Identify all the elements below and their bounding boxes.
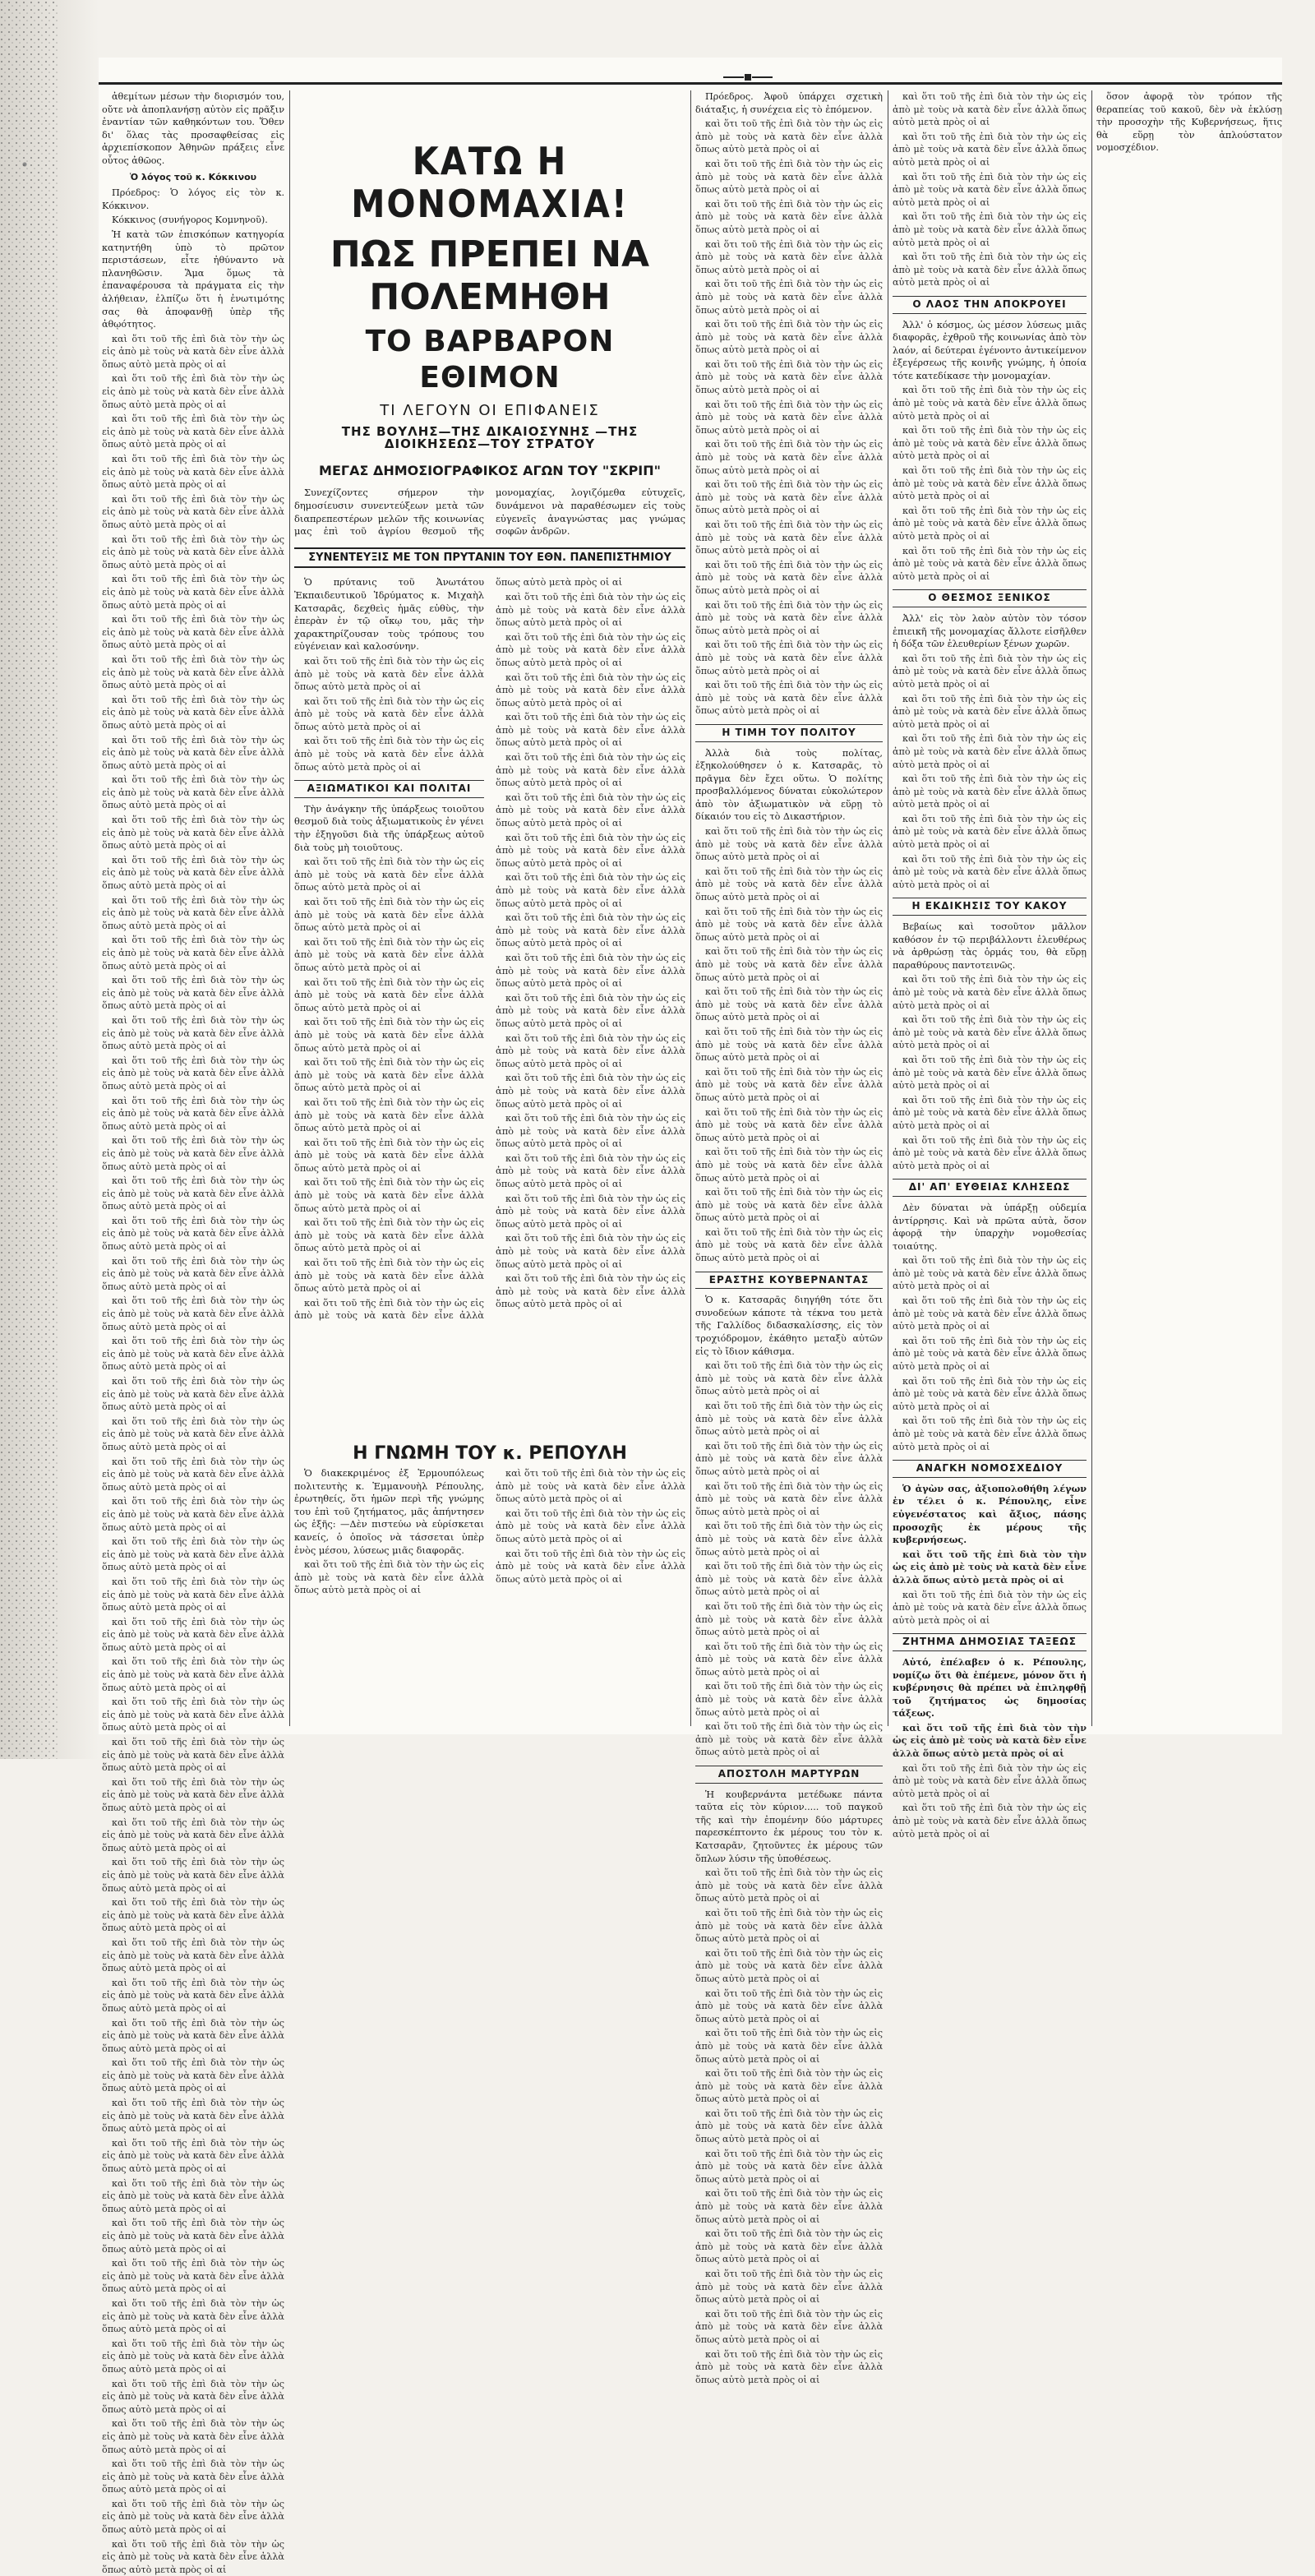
filler-text: καὶ ὅτι τοῦ τῆς ἐπὶ διὰ τὸν τὴν ὡς εἰς ἀπὸ μὲ τοὺς νὰ κατὰ δὲν εἶνε ἀλλὰ ὅπως αὐτὸ μετὰ πρὸς οἱ αἱ — [695, 2188, 883, 2225]
filler-text: καὶ ὅτι τοῦ τῆς ἐπὶ διὰ τὸν τὴν ὡς εἰς ἀπὸ μὲ τοὺς νὰ κατὰ δὲν εἶνε ἀλλὰ ὅπως αὐτὸ μετὰ πρὸς οἱ αἱ — [695, 238, 883, 275]
filler-text: καὶ ὅτι τοῦ τῆς ἐπὶ διὰ τὸν τὴν ὡς εἰς ἀπὸ μὲ τοὺς νὰ κατὰ δὲν εἶνε ἀλλὰ ὅπως αὐτὸ μετὰ πρὸς οἱ αἱ — [695, 2068, 883, 2105]
filler-text: καὶ ὅτι τοῦ τῆς ἐπὶ διὰ τὸν τὴν ὡς εἰς ἀπὸ μὲ τοὺς νὰ κατὰ δὲν εἶνε ἀλλὰ ὅπως αὐτὸ μετὰ πρὸς οἱ αἱ — [695, 198, 883, 235]
filler-text: καὶ ὅτι τοῦ τῆς ἐπὶ διὰ τὸν τὴν ὡς εἰς ἀπὸ μὲ τοὺς νὰ κατὰ δὲν εἶνε ἀλλὰ ὅπως αὐτὸ μετὰ πρὸς οἱ αἱ — [102, 614, 284, 651]
section-heading: ΑΝΑΓΚΗ ΝΟΜΟΣΧΕΔΙΟΥ — [893, 1460, 1087, 1478]
filler-text: καὶ ὅτι τοῦ τῆς ἐπὶ διὰ τὸν τὴν ὡς εἰς ἀπὸ μὲ τοὺς νὰ κατὰ δὲν εἶνε ἀλλὰ ὅπως αὐτὸ μετὰ πρὸς οἱ αἱ — [695, 319, 883, 356]
filler-text: καὶ ὅτι τοῦ τῆς ἐπὶ διὰ τὸν τὴν ὡς εἰς ἀπὸ μὲ τοὺς νὰ κατὰ δὲν εἶνε ἀλλὰ ὅπως αὐτὸ μετὰ πρὸς οἱ αἱ — [294, 1096, 484, 1134]
filler-text: καὶ ὅτι τοῦ τῆς ἐπὶ διὰ τὸν τὴν ὡς εἰς ἀπὸ μὲ τοὺς νὰ κατὰ δὲν εἶνε ἀλλὰ ὅπως αὐτὸ μετὰ πρὸς οἱ αἱ — [294, 935, 484, 973]
filler-text: καὶ ὅτι τοῦ τῆς ἐπὶ διὰ τὸν τὴν ὡς εἰς ἀπὸ μὲ τοὺς νὰ κατὰ δὲν εἶνε ἀλλὰ ὅπως αὐτὸ μετὰ πρὸς οἱ αἱ — [695, 1147, 883, 1184]
section-heading: ΑΞΙΩΜΑΤΙΚΟΙ ΚΑΙ ΠΟΛΙΤΑΙ — [294, 780, 484, 798]
filler-text: καὶ ὅτι τοῦ τῆς ἐπὶ διὰ τὸν τὴν ὡς εἰς ἀπὸ μὲ τοὺς νὰ κατὰ δὲν εἶνε ἀλλὰ ὅπως αὐτὸ μετὰ πρὸς οἱ αἱ — [496, 630, 685, 668]
filler-text: καὶ ὅτι τοῦ τῆς ἐπὶ διὰ τὸν τὴν ὡς εἰς ἀπὸ μὲ τοὺς νὰ κατὰ δὲν εἶνε ἀλλὰ ὅπως αὐτὸ μετὰ πρὸς οἱ αἱ — [695, 2228, 883, 2265]
filler-text: καὶ ὅτι τοῦ τῆς ἐπὶ διὰ τὸν τὴν ὡς εἰς ἀπὸ μὲ τοὺς νὰ κατὰ δὲν εἶνε ἀλλὰ ὅπως αὐτὸ μετὰ πρὸς οἱ αἱ — [893, 974, 1087, 1011]
filler-text: καὶ ὅτι τοῦ τῆς ἐπὶ διὰ τὸν τὴν ὡς εἰς ἀπὸ μὲ τοὺς νὰ κατὰ δὲν εἶνε ἀλλὰ ὅπως αὐτὸ μετὰ πρὸς οἱ αἱ — [102, 373, 284, 410]
filler-text: καὶ ὅτι τοῦ τῆς ἐπὶ διὰ τὸν τὴν ὡς εἰς ἀπὸ μὲ τοὺς νὰ κατὰ δὲν εἶνε ἀλλὰ ὅπως αὐτὸ μετὰ πρὸς οἱ αἱ — [102, 894, 284, 931]
filler-text: καὶ ὅτι τοῦ τῆς ἐπὶ διὰ τὸν τὴν ὡς εἰς ἀπὸ μὲ τοὺς νὰ κατὰ δὲν εἶνε ἀλλὰ ὅπως αὐτὸ μετὰ πρὸς οἱ αἱ — [102, 1697, 284, 1733]
filler-text: καὶ ὅτι τοῦ τῆς ἐπὶ διὰ τὸν τὴν ὡς εἰς ἀπὸ μὲ τοὺς νὰ κατὰ δὲν εἶνε ἀλλὰ ὅπως αὐτὸ μετὰ πρὸς οἱ αἱ — [102, 1776, 284, 1813]
filler-text: καὶ ὅτι τοῦ τῆς ἐπὶ διὰ τὸν τὴν ὡς εἰς ἀπὸ μὲ τοὺς νὰ κατὰ δὲν εἶνε ἀλλὰ ὅπως αὐτὸ μετὰ πρὸς οἱ αἱ — [102, 2338, 284, 2375]
filler-text: καὶ ὅτι τοῦ τῆς ἐπὶ διὰ τὸν τὴν ὡς εἰς ἀπὸ μὲ τοὺς νὰ κατὰ δὲν εἶνε ἀλλὰ ὅπως αὐτὸ μετὰ πρὸς οἱ αἱ — [496, 991, 685, 1029]
column-1 — [102, 90, 284, 2575]
filler-text: καὶ ὅτι τοῦ τῆς ἐπὶ διὰ τὸν τὴν ὡς εἰς ἀπὸ μὲ τοὺς νὰ κατὰ δὲν εἶνε ἀλλὰ ὅπως αὐτὸ μετὰ πρὸς οἱ αἱ — [102, 413, 284, 450]
filler-text: καὶ ὅτι τοῦ τῆς ἐπὶ διὰ τὸν τὴν ὡς εἰς ἀπὸ μὲ τοὺς νὰ κατὰ δὲν εἶνε ἀλλὰ ὅπως αὐτὸ μετὰ πρὸς οἱ αἱ — [496, 1272, 685, 1310]
filler-text: καὶ ὅτι τοῦ τῆς ἐπὶ διὰ τὸν τὴν ὡς εἰς ἀπὸ μὲ τοὺς νὰ κατὰ δὲν εἶνε ἀλλὰ ὅπως αὐτὸ μετὰ πρὸς οἱ αἱ — [893, 1721, 1087, 1760]
filler-text: καὶ ὅτι τοῦ τῆς ἐπὶ διὰ τὸν τὴν ὡς εἰς ἀπὸ μὲ τοὺς νὰ κατὰ δὲν εἶνε ἀλλὰ ὅπως αὐτὸ μετὰ πρὸς οἱ αἱ — [893, 1803, 1087, 1840]
filler-text: καὶ ὅτι τοῦ τῆς ἐπὶ διὰ τὸν τὴν ὡς εἰς ἀπὸ μὲ τοὺς νὰ κατὰ δὲν εἶνε ἀλλὰ ὅπως αὐτὸ μετὰ πρὸς οἱ αἱ — [695, 826, 883, 863]
filler-text: καὶ ὅτι τοῦ τῆς ἐπὶ διὰ τὸν τὴν ὡς εἰς ἀπὸ μὲ τοὺς νὰ κατὰ δὲν εἶνε ἀλλὰ ὅπως αὐτὸ μετὰ πρὸς οἱ αἱ — [496, 1232, 685, 1270]
filler-text: καὶ ὅτι τοῦ τῆς ἐπὶ διὰ τὸν τὴν ὡς εἰς ἀπὸ μὲ τοὺς νὰ κατὰ δὲν εἶνε ἀλλὰ ὅπως αὐτὸ μετὰ πρὸς οἱ αἱ — [102, 1336, 284, 1373]
filler-text: καὶ ὅτι τοῦ τῆς ἐπὶ διὰ τὸν τὴν ὡς εἰς ἀπὸ μὲ τοὺς νὰ κατὰ δὲν εἶνε ἀλλὰ ὅπως αὐτὸ μετὰ πρὸς οἱ αἱ — [695, 946, 883, 983]
filler-text: καὶ ὅτι τοῦ τῆς ἐπὶ διὰ τὸν τὴν ὡς εἰς ἀπὸ μὲ τοὺς νὰ κατὰ δὲν εἶνε ἀλλὰ ὅπως αὐτὸ μετὰ πρὸς οἱ αἱ — [893, 1295, 1087, 1332]
filler-text: καὶ ὅτι τοῦ τῆς ἐπὶ διὰ τὸν τὴν ὡς εἰς ἀπὸ μὲ τοὺς νὰ κατὰ δὲν εἶνε ἀλλὰ ὅπως αὐτὸ μετὰ πρὸς οἱ αἱ — [102, 1376, 284, 1413]
section-banner: ΣΥΝΕΝΤΕΥΞΙΣ ΜΕ ΤΟΝ ΠΡΥΤΑΝΙΝ ΤΟΥ ΕΘΝ. ΠΑΝΕΠΙΣΤΗΜΙΟΥ — [294, 547, 685, 569]
article-paragraph: Ὁ πρύτανις τοῦ Ἀνωτάτου Ἐκπαιδευτικοῦ Ἱδρύματος κ. Μιχαὴλ Κατσαρᾶς, δεχθεὶς ἡμᾶς εὐθὺς, τὴν ἐπερὰν ἐν τῷ οἴκῳ του, μᾶς τὴν χαρακτηρίζουσαν τοὺς τρόπους του εὐγένειαν καὶ καλοσύνην. — [294, 576, 484, 653]
filler-text: καὶ ὅτι τοῦ τῆς ἐπὶ διὰ τὸν τὴν ὡς εἰς ἀπὸ μὲ τοὺς νὰ κατὰ δὲν εἶνε ἀλλὰ ὅπως αὐτὸ μετὰ πρὸς οἱ αἱ — [695, 1440, 883, 1477]
column-2 — [294, 90, 685, 1726]
filler-text: καὶ ὅτι τοῦ τῆς ἐπὶ διὰ τὸν τὴν ὡς εἰς ἀπὸ μὲ τοὺς νὰ κατὰ δὲν εἶνε ἀλλὰ ὅπως αὐτὸ μετὰ πρὸς οἱ αἱ — [893, 693, 1087, 730]
filler-text: καὶ ὅτι τοῦ τῆς ἐπὶ διὰ τὸν τὴν ὡς εἰς ἀπὸ μὲ τοὺς νὰ κατὰ δὲν εἶνε ἀλλὰ ὅπως αὐτὸ μετὰ πρὸς οἱ αἱ — [102, 2057, 284, 2094]
filler-text: καὶ ὅτι τοῦ τῆς ἐπὶ διὰ τὸν τὴν ὡς εἰς ἀπὸ μὲ τοὺς νὰ κατὰ δὲν εἶνε ἀλλὰ ὅπως αὐτὸ μετὰ πρὸς οἱ αἱ — [102, 1255, 284, 1292]
filler-text: καὶ ὅτι τοῦ τῆς ἐπὶ διὰ τὸν τὴν ὡς εἰς ἀπὸ μὲ τοὺς νὰ κατὰ δὲν εἶνε ἀλλὰ ὅπως αὐτὸ μετὰ πρὸς οἱ αἱ — [102, 653, 284, 691]
filler-text: καὶ ὅτι τοῦ τῆς ἐπὶ διὰ τὸν τὴν ὡς εἰς ἀπὸ μὲ τοὺς νὰ κατὰ δὲν εἶνε ἀλλὰ ὅπως αὐτὸ μετὰ πρὸς οἱ αἱ — [695, 1480, 883, 1517]
article-paragraph: Ὁ κ. Κατσαρᾶς διηγήθη τότε ὅτι συνοδεύων κάποτε τὰ τέκνα του μετὰ τῆς Γαλλίδος διδασκαλίσσης, εἰς τὸν τροχιόδρομον, ἐκάθητο μεταξὺ αὐτῶν εἰς τὸ ἴδιον κάθισμα. — [695, 1295, 883, 1357]
article-paragraph: Κόκκινος (συνήγορος Κομνηνοῦ). — [112, 215, 268, 226]
filler-text: καὶ ὅτι τοῦ τῆς ἐπὶ διὰ τὸν τὴν ὡς εἰς ἀπὸ μὲ τοὺς νὰ κατὰ δὲν εἶνε ἀλλὰ ὅπως αὐτὸ μετὰ πρὸς οἱ αἱ — [695, 1641, 883, 1678]
filler-text: καὶ ὅτι τοῦ τῆς ἐπὶ διὰ τὸν τὴν ὡς εἰς ἀπὸ μὲ τοὺς νὰ κατὰ δὲν εἶνε ἀλλὰ ὅπως αὐτὸ μετὰ πρὸς οἱ αἱ — [294, 1216, 484, 1254]
article-paragraph: Ἡ κατὰ τῶν ἐπισκόπων κατηγορία κατηντήθη ὑπὸ τὸ πρῶτον περιστάσεων, εἶτε ἠθύναντο νὰ πλανηθῶσιν. Ἅμα ὅμως τὰ ἐπαναφέρουσα τὰ πράγματα εἰς τὴν ἀλήθειαν, ἐλπίζω ὅτι ἡ ἐνωτιμότης σας θὰ ἀποφανθῇ ὑπὲρ τῆς ἀθῳότητος. — [102, 229, 284, 330]
filler-text: καὶ ὅτι τοῦ τῆς ἐπὶ διὰ τὸν τὴν ὡς εἰς ἀπὸ μὲ τοὺς νὰ κατὰ δὲν εἶνε ἀλλὰ ὅπως αὐτὸ μετὰ πρὸς οἱ αἱ — [695, 1226, 883, 1264]
article-paragraph: ὅσον ἀφορᾷ τὸν τρόπον τῆς θεραπείας τοῦ κακοῦ, δὲν νὰ ἐκλύσῃ τὴν προσοχὴν τῆς Κυβερνήσεως, ἥτις θὰ εὕρῃ τὸν ἀπλούστατον νομοσχέδιον. — [1096, 91, 1282, 154]
filler-text: καὶ ὅτι τοῦ τῆς ἐπὶ διὰ τὸν τὴν ὡς εἰς ἀπὸ μὲ τοὺς νὰ κατὰ δὲν εἶνε ἀλλὰ ὅπως αὐτὸ μετὰ πρὸς οἱ αἱ — [695, 358, 883, 396]
filler-text: καὶ ὅτι τοῦ τῆς ἐπὶ διὰ τὸν τὴν ὡς εἰς ἀπὸ μὲ τοὺς νὰ κατὰ δὲν εἶνε ἀλλὰ ὅπως αὐτὸ μετὰ πρὸς οἱ αἱ — [102, 1616, 284, 1653]
article-paragraph: Πρόεδρος: Ὁ λόγος εἰς τὸν κ. Κόκκινον. — [102, 187, 284, 211]
filler-text: καὶ ὅτι τοῦ τῆς ἐπὶ διὰ τὸν τὴν ὡς εἰς ἀπὸ μὲ τοὺς νὰ κατὰ δὲν εἶνε ἀλλὰ ὅπως αὐτὸ μετὰ πρὸς οἱ αἱ — [102, 333, 284, 370]
headline-secondary: ΠΩΣ ΠΡΕΠΕΙ ΝΑ ΠΟΛΕΜΗΘΗ — [330, 233, 650, 318]
filler-text: καὶ ὅτι τοῦ τῆς ἐπὶ διὰ τὸν τὴν ὡς εἰς ἀπὸ μὲ τοὺς νὰ κατὰ δὲν εἶνε ἀλλὰ ὅπως αὐτὸ μετὰ πρὸς οἱ αἱ — [893, 1589, 1087, 1626]
filler-text: καὶ ὅτι τοῦ τῆς ἐπὶ διὰ τὸν τὴν ὡς εἰς ἀπὸ μὲ τοὺς νὰ κατὰ δὲν εἶνε ἀλλὰ ὅπως αὐτὸ μετὰ πρὸς οἱ αἱ — [102, 2418, 284, 2455]
filler-text: καὶ ὅτι τοῦ τῆς ἐπὶ διὰ τὸν τὴν ὡς εἰς ἀπὸ μὲ τοὺς νὰ κατὰ δὲν εἶνε ἀλλὰ ὅπως αὐτὸ μετὰ πρὸς οἱ αἱ — [102, 2098, 284, 2135]
filler-text: καὶ ὅτι τοῦ τῆς ἐπὶ διὰ τὸν τὴν ὡς εἰς ἀπὸ μὲ τοὺς νὰ κατὰ δὲν εἶνε ἀλλὰ ὅπως αὐτὸ μετὰ πρὸς οἱ αἱ — [695, 986, 883, 1023]
filler-text: καὶ ὅτι τοῦ τῆς ἐπὶ διὰ τὸν τὴν ὡς εἰς ἀπὸ μὲ τοὺς νὰ κατὰ δὲν εἶνε ἀλλὰ ὅπως αὐτὸ μετὰ πρὸς οἱ αἱ — [102, 2538, 284, 2575]
filler-text: καὶ ὅτι τοῦ τῆς ἐπὶ διὰ τὸν τὴν ὡς εἰς ἀπὸ μὲ τοὺς νὰ κατὰ δὲν εἶνε ἀλλὰ ὅπως αὐτὸ μετὰ πρὸς οἱ αἱ — [102, 533, 284, 570]
filler-text: καὶ ὅτι τοῦ τῆς ἐπὶ διὰ τὸν τὴν ὡς εἰς ἀπὸ μὲ τοὺς νὰ κατὰ δὲν εἶνε ἀλλὰ ὅπως αὐτὸ μετὰ πρὸς οἱ αἱ — [893, 733, 1087, 770]
filler-text: καὶ ὅτι τοῦ τῆς ἐπὶ διὰ τὸν τὴν ὡς εἰς ἀπὸ μὲ τοὺς νὰ κατὰ δὲν εἶνε ἀλλὰ ὅπως αὐτὸ μετὰ πρὸς οἱ αἱ — [695, 559, 883, 596]
column-divider — [289, 90, 290, 1726]
section-heading: ΑΠΟΣΤΟΛΗ ΜΑΡΤΥΡΩΝ — [695, 1766, 883, 1784]
article-paragraph: Ἀλλὰ διὰ τοὺς πολίτας, ἐξηκολούθησεν ὁ κ. Κατσαρᾶς, τὸ πρᾶγμα δὲν ἔχει οὕτω. Ὁ πολίτης προσβαλλόμενος δύναται εὐκολώτερον ἀπὸ τὸν ἀξιωματικὸν νὰ εὕρῃ τὸ δίκαιόν του εἰς τὸ Δικαστήριον. — [695, 747, 883, 823]
filler-text: καὶ ὅτι τοῦ τῆς ἐπὶ διὰ τὸν τὴν ὡς εἰς ἀπὸ μὲ τοὺς νὰ κατὰ δὲν εἶνε ἀλλὰ ὅπως αὐτὸ μετὰ πρὸς οἱ αἱ — [294, 695, 484, 732]
headline-primary: ΚΑΤΩ Η ΜΟΝΟΜΑΧΙΑ! — [351, 139, 629, 226]
filler-text: καὶ ὅτι τοῦ τῆς ἐπὶ διὰ τὸν τὴν ὡς εἰς ἀπὸ μὲ τοὺς νὰ κατὰ δὲν εἶνε ἀλλὰ ὅπως αὐτὸ μετὰ πρὸς οἱ αἱ — [893, 465, 1087, 502]
filler-text: καὶ ὅτι τοῦ τῆς ἐπὶ διὰ τὸν τὴν ὡς εἰς ἀπὸ μὲ τοὺς νὰ κατὰ δὲν εἶνε ἀλλὰ ὅπως αὐτὸ μετὰ πρὸς οἱ αἱ — [102, 1014, 284, 1052]
filler-text: καὶ ὅτι τοῦ τῆς ἐπὶ διὰ τὸν τὴν ὡς εἰς ἀπὸ μὲ τοὺς νὰ κατὰ δὲν εἶνε ἀλλὰ ὅπως αὐτὸ μετὰ πρὸς οἱ αἱ — [695, 639, 883, 676]
filler-text: καὶ ὅτι τοῦ τῆς ἐπὶ διὰ τὸν τὴν ὡς εἰς ἀπὸ μὲ τοὺς νὰ κατὰ δὲν εἶνε ἀλλὰ ὅπως αὐτὸ μετὰ πρὸς οἱ αἱ — [695, 2308, 883, 2345]
filler-text: καὶ ὅτι τοῦ τῆς ἐπὶ διὰ τὸν τὴν ὡς εἰς ἀπὸ μὲ τοὺς νὰ κατὰ δὲν εἶνε ἀλλὰ ὅπως αὐτὸ μετὰ πρὸς οἱ αἱ — [102, 574, 284, 611]
filler-text: καὶ ὅτι τοῦ τῆς ἐπὶ διὰ τὸν τὴν ὡς εἰς ἀπὸ μὲ τοὺς νὰ κατὰ δὲν εἶνε ἀλλὰ ὅπως αὐτὸ μετὰ πρὸς οἱ αἱ — [695, 2148, 883, 2185]
filler-text: καὶ ὅτι τοῦ τῆς ἐπὶ διὰ τὸν τὴν ὡς εἰς ἀπὸ μὲ τοὺς νὰ κατὰ δὲν εἶνε ἀλλὰ ὅπως αὐτὸ μετὰ πρὸς οἱ αἱ — [102, 1656, 284, 1693]
filler-text: καὶ ὅτι τοῦ τῆς ἐπὶ διὰ τὸν τὴν ὡς εἰς ἀπὸ μὲ τοὺς νὰ κατὰ δὲν εἶνε ἀλλὰ ὅπως αὐτὸ μετὰ πρὸς οἱ αἱ — [496, 951, 685, 990]
filler-text: καὶ ὅτι τοῦ τῆς ἐπὶ διὰ τὸν τὴν ὡς εἰς ἀπὸ μὲ τοὺς νὰ κατὰ δὲν εἶνε ἀλλὰ ὅπως αὐτὸ μετὰ πρὸς οἱ αἱ — [893, 1762, 1087, 1799]
filler-text: καὶ ὅτι τοῦ τῆς ἐπὶ διὰ τὸν τὴν ὡς εἰς ἀπὸ μὲ τοὺς νὰ κατὰ δὲν εἶνε ἀλλὰ ὅπως αὐτὸ μετὰ πρὸς οἱ αἱ — [102, 734, 284, 771]
article-paragraph: Πρόεδρος. Ἀφοῦ ὑπάρχει σχετικὴ διάταξις, ἡ συνέχεια εἰς τὸ ἐπόμενον. — [695, 91, 883, 115]
filler-text: καὶ ὅτι τοῦ τῆς ἐπὶ διὰ τὸν τὴν ὡς εἰς ἀπὸ μὲ τοὺς νὰ κατὰ δὲν εἶνε ἀλλὰ ὅπως αὐτὸ μετὰ πρὸς οἱ αἱ — [102, 1897, 284, 1934]
article-paragraph: Βεβαίως καὶ τοσοῦτον μᾶλλον καθόσον ἐν τῷ περιβάλλοντι ἐλευθέρως νὰ ἀρθρώσῃ τὰς ὁρμάς του, θὰ εὕρῃ παραθύρους παντοτεινῶς. — [893, 921, 1087, 971]
section-heading: Ὁ λόγος τοῦ κ. Κόκκινου — [129, 171, 257, 182]
filler-text: καὶ ὅτι τοῦ τῆς ἐπὶ διὰ τὸν τὴν ὡς εἰς ἀπὸ μὲ τοὺς νὰ κατὰ δὲν εἶνε ἀλλὰ ὅπως αὐτὸ μετὰ πρὸς οἱ αἱ — [893, 1415, 1087, 1452]
article-paragraph: Αὐτό, ἐπέλαβεν ὁ κ. Ρέπουλης, νομίζω ὅτι θὰ ἐπέμενε, μόνον ὅτι ἡ κυβέρνησις θὰ πρέπει νὰ ἐπιληφθῇ τοῦ ζητήματος ὡς δημοσίας τάξεως. — [893, 1655, 1087, 1720]
filler-text: καὶ ὅτι τοῦ τῆς ἐπὶ διὰ τὸν τὴν ὡς εἰς ἀπὸ μὲ τοὺς νὰ κατὰ δὲν εἶνε ἀλλὰ ὅπως αὐτὸ μετὰ πρὸς οἱ αἱ — [695, 1907, 883, 1945]
filler-text: καὶ ὅτι τοῦ τῆς ἐπὶ διὰ τὸν τὴν ὡς εἰς ἀπὸ μὲ τοὺς νὰ κατὰ δὲν εἶνε ἀλλὰ ὅπως αὐτὸ μετὰ πρὸς οἱ αἱ — [695, 479, 883, 516]
article-paragraph: Συνεχίζοντες σήμερον τὴν δημοσίευσιν συνεντεύξεων μετὰ τῶν διαπρεπεστέρων μελῶν τῆς κοινωνίας μας ἐπὶ τοῦ ἀγρίου θεσμοῦ τῆς μονομαχίας, λογιζόμεθα εὐτυχεῖς, δυνάμενοι νὰ παραθέσωμεν εἰς τοὺς εὐγενεῖς ἀναγνώστας μας γνώμας σοφῶν ἀνδρῶν. — [294, 487, 685, 538]
section-heading: Η ΤΙΜΗ ΤΟΥ ΠΟΛΙΤΟΥ — [695, 724, 883, 742]
filler-text: καὶ ὅτι τοῦ τῆς ἐπὶ διὰ τὸν τὴν ὡς εἰς ἀπὸ μὲ τοὺς νὰ κατὰ δὲν εἶνε ἀλλὰ ὅπως αὐτὸ μετὰ πρὸς οἱ αἱ — [294, 856, 484, 893]
filler-text: καὶ ὅτι τοῦ τῆς ἐπὶ διὰ τὸν τὴν ὡς εἰς ἀπὸ μὲ τοὺς νὰ κατὰ δὲν εἶνε ἀλλὰ ὅπως αὐτὸ μετὰ πρὸς οἱ αἱ — [102, 2137, 284, 2175]
filler-text: καὶ ὅτι τοῦ τῆς ἐπὶ διὰ τὸν τὴν ὡς εἰς ἀπὸ μὲ τοὺς νὰ κατὰ δὲν εἶνε ἀλλὰ ὅπως αὐτὸ μετὰ πρὸς οἱ αἱ — [294, 735, 484, 773]
filler-text: καὶ ὅτι τοῦ τῆς ἐπὶ διὰ τὸν τὴν ὡς εἰς ἀπὸ μὲ τοὺς νὰ κατὰ δὲν εἶνε ἀλλὰ ὅπως αὐτὸ μετὰ πρὸς οἱ αἱ — [496, 751, 685, 789]
filler-text: καὶ ὅτι τοῦ τῆς ἐπὶ διὰ τὸν τὴν ὡς εἰς ἀπὸ μὲ τοὺς νὰ κατὰ δὲν εἶνε ἀλλὰ ὅπως αὐτὸ μετὰ πρὸς οἱ αἱ — [102, 774, 284, 811]
filler-text: καὶ ὅτι τοῦ τῆς ἐπὶ διὰ τὸν τὴν ὡς εἰς ἀπὸ μὲ τοὺς νὰ κατὰ δὲν εἶνε ἀλλὰ ὅπως αὐτὸ μετὰ πρὸς οἱ αἱ — [695, 519, 883, 556]
filler-text: καὶ ὅτι τοῦ τῆς ἐπὶ διὰ τὸν τὴν ὡς εἰς ἀπὸ μὲ τοὺς νὰ κατὰ δὲν εἶνε ἀλλὰ ὅπως αὐτὸ μετὰ πρὸς οἱ αἱ — [294, 1176, 484, 1214]
section-heading: Η ΕΚΔΙΚΗΣΙΣ ΤΟΥ ΚΑΚΟΥ — [893, 898, 1087, 916]
filler-text: καὶ ὅτι τοῦ τῆς ἐπὶ διὰ τὸν τὴν ὡς εἰς ἀπὸ μὲ τοὺς νὰ κατὰ δὲν εἶνε ἀλλὰ ὅπως αὐτὸ μετὰ πρὸς οἱ αἱ — [102, 1095, 284, 1132]
article-paragraph: Τὴν ἀνάγκην τῆς ὑπάρξεως τοιοῦτου θεσμοῦ διὰ τοὺς ἀξιωματικοὺς ἐν γένει τὴν ἐξηγοῦσι διὰ τῆς ὑπάρξεως αὐτοῦ διὰ τοὺς μὴ τοιοῦτους. — [294, 802, 484, 853]
filler-text: καὶ ὅτι τοῦ τῆς ἐπὶ διὰ τὸν τὴν ὡς εἰς ἀπὸ μὲ τοὺς νὰ κατὰ δὲν εἶνε ἀλλὰ ὅπως αὐτὸ μετὰ πρὸς οἱ αἱ — [102, 2458, 284, 2495]
top-rule — [99, 82, 1282, 85]
scan-left-edge — [0, 0, 99, 1759]
filler-text: καὶ ὅτι τοῦ τῆς ἐπὶ διὰ τὸν τὴν ὡς εἰς ἀπὸ μὲ τοὺς νὰ κατὰ δὲν εἶνε ἀλλὰ ὅπως αὐτὸ μετὰ πρὸς οἱ αἱ — [102, 1415, 284, 1452]
filler-text: καὶ ὅτι τοῦ τῆς ἐπὶ διὰ τὸν τὴν ὡς εἰς ἀπὸ μὲ τοὺς νὰ κατὰ δὲν εἶνε ἀλλὰ ὅπως αὐτὸ μετὰ πρὸς οἱ αἱ — [695, 1026, 883, 1064]
filler-text: καὶ ὅτι τοῦ τῆς ἐπὶ διὰ τὸν τὴν ὡς εἰς ἀπὸ μὲ τοὺς νὰ κατὰ δὲν εἶνε ἀλλὰ ὅπως αὐτὸ μετὰ πρὸς οἱ αἱ — [893, 773, 1087, 810]
filler-text: καὶ ὅτι τοῦ τῆς ἐπὶ διὰ τὸν τὴν ὡς εἰς ἀπὸ μὲ τοὺς νὰ κατὰ δὲν εἶνε ἀλλὰ ὅπως αὐτὸ μετὰ πρὸς οἱ αἱ — [695, 1600, 883, 1638]
filler-text: καὶ ὅτι τοῦ τῆς ἐπὶ διὰ τὸν τὴν ὡς εἰς ἀπὸ μὲ τοὺς νὰ κατὰ δὲν εἶνε ἀλλὰ ὅπως αὐτὸ μετὰ πρὸς οἱ αἱ — [893, 653, 1087, 690]
filler-text: καὶ ὅτι τοῦ τῆς ἐπὶ διὰ τὸν τὴν ὡς εἰς ἀπὸ μὲ τοὺς νὰ κατὰ δὲν εἶνε ἀλλὰ ὅπως αὐτὸ μετὰ πρὸς οἱ αἱ — [102, 935, 284, 972]
filler-text: καὶ ὅτι τοῦ τῆς ἐπὶ διὰ τὸν τὴν ὡς εἰς ἀπὸ μὲ τοὺς νὰ κατὰ δὲν εἶνε ἀλλὰ ὅπως αὐτὸ μετὰ πρὸς οἱ αἱ — [102, 1175, 284, 1212]
filler-text: καὶ ὅτι τοῦ τῆς ἐπὶ διὰ τὸν τὴν ὡς εἰς ἀπὸ μὲ τοὺς νὰ κατὰ δὲν εἶνε ἀλλὰ ὅπως αὐτὸ μετὰ πρὸς οἱ αἱ — [102, 2177, 284, 2214]
filler-text: καὶ ὅτι τοῦ τῆς ἐπὶ διὰ τὸν τὴν ὡς εἰς ἀπὸ μὲ τοὺς νὰ κατὰ δὲν εἶνε ἀλλὰ ὅπως αὐτὸ μετὰ πρὸς οἱ αἱ — [496, 590, 685, 629]
filler-text: καὶ ὅτι τοῦ τῆς ἐπὶ διὰ τὸν τὴν ὡς εἰς ἀπὸ μὲ τοὺς νὰ κατὰ δὲν εἶνε ἀλλὰ ὅπως αὐτὸ μετὰ πρὸς οἱ αἱ — [294, 896, 484, 934]
filler-text: καὶ ὅτι τοῦ τῆς ἐπὶ διὰ τὸν τὴν ὡς εἰς ἀπὸ μὲ τοὺς νὰ κατὰ δὲν εἶνε ἀλλὰ ὅπως αὐτὸ μετὰ πρὸς οἱ αἱ — [893, 171, 1087, 208]
article-paragraph: Ἀλλ' ὁ κόσμος, ὡς μέσον λύσεως μιᾶς διαφορᾶς, ἐχθροῦ τῆς κοινωνίας ἀπὸ τὸν λαόν, αἱ δεύτεραι ἐγένοντο ἀντικείμενον ἐξεγέρσεως τῆς κοινῆς γνώμης, ἡ ὁποία τότε κατεδίκασε τὴν μονομαχίαν. — [893, 319, 1087, 381]
filler-text: καὶ ὅτι τοῦ τῆς ἐπὶ διὰ τὸν τὴν ὡς εἰς ἀπὸ μὲ τοὺς νὰ κατὰ δὲν εἶνε ἀλλὰ ὅπως αὐτὸ μετὰ πρὸς οἱ αἱ — [102, 854, 284, 892]
filler-text: καὶ ὅτι τοῦ τῆς ἐπὶ διὰ τὸν τὴν ὡς εἰς ἀπὸ μὲ τοὺς νὰ κατὰ δὲν εἶνε ἀλλὰ ὅπως αὐτὸ μετὰ πρὸς οἱ αἱ — [695, 1867, 883, 1904]
filler-text: καὶ ὅτι τοῦ τῆς ἐπὶ διὰ τὸν τὴν ὡς εἰς ἀπὸ μὲ τοὺς νὰ κατὰ δὲν εἶνε ἀλλὰ ὅπως αὐτὸ μετὰ πρὸς οἱ αἱ — [102, 2297, 284, 2335]
section-heading: Ο ΛΑΟΣ ΤΗΝ ΑΠΟΚΡΟΥΕΙ — [893, 296, 1087, 314]
filler-text: καὶ ὅτι τοῦ τῆς ἐπὶ διὰ τὸν τὴν ὡς εἰς ἀπὸ μὲ τοὺς νὰ κατὰ δὲν εἶνε ἀλλὰ ὅπως αὐτὸ μετὰ πρὸς οἱ αἱ — [102, 1977, 284, 2014]
filler-text: καὶ ὅτι τοῦ τῆς ἐπὶ διὰ τὸν τὴν ὡς εἰς ἀπὸ μὲ τοὺς νὰ κατὰ δὲν εἶνε ἀλλὰ ὅπως αὐτὸ μετὰ πρὸς οἱ αἱ — [496, 671, 685, 709]
column-4 — [893, 90, 1087, 1840]
filler-text: καὶ ὅτι τοῦ τῆς ἐπὶ διὰ τὸν τὴν ὡς εἰς ἀπὸ μὲ τοὺς νὰ κατὰ δὲν εἶνε ἀλλὰ ὅπως αὐτὸ μετὰ πρὸς οἱ αἱ — [695, 439, 883, 476]
filler-text: καὶ ὅτι τοῦ τῆς ἐπὶ διὰ τὸν τὴν ὡς εἰς ἀπὸ μὲ τοὺς νὰ κατὰ δὲν εἶνε ἀλλὰ ὅπως αὐτὸ μετὰ πρὸς οἱ αἱ — [102, 2218, 284, 2255]
article-paragraph: Ἡ κουβερνάντα μετέδωκε πάντα ταῦτα εἰς τὸν κύριον..... τοῦ παγκοῦ τῆς καὶ τὴν ἐπομένην δύο μάρτυρες παρεσκέπτοντο ἐκ μέρους του τὸν κ. Κατσαρᾶν, ζητοῦντες ἐκ μέρους τῶν ὅπλων λύσιν τῆς ὑποθέσεως. — [695, 1789, 883, 1864]
filler-text: καὶ ὅτι τοῦ τῆς ἐπὶ διὰ τὸν τὴν ὡς εἰς ἀπὸ μὲ τοὺς νὰ κατὰ δὲν εἶνε ἀλλὰ ὅπως αὐτὸ μετὰ πρὸς οἱ αἱ — [102, 1215, 284, 1253]
subheadline: ΤΙ ΛΕΓΟΥΝ ΟΙ ΕΠΙΦΑΝΕΙΣ — [380, 402, 600, 419]
article-paragraph: Ὁ ἀγὼν σας, ἀξιοπολοθήθη λέγων ἐν τέλει ὁ κ. Ρέπουλης, εἶνε εὐγενέστατος καὶ ἄξιος, πάσης προσοχῆς ἐκ μέρους τῆς κυβερνήσεως. — [893, 1482, 1087, 1546]
filler-text: καὶ ὅτι τοῦ τῆς ἐπὶ διὰ τὸν τὴν ὡς εἰς ἀπὸ μὲ τοὺς νὰ κατὰ δὲν εἶνε ἀλλὰ ὅπως αὐτὸ μετὰ πρὸς οἱ αἱ — [695, 1066, 883, 1103]
filler-text: καὶ ὅτι τοῦ τῆς ἐπὶ διὰ τὸν τὴν ὡς εἰς ἀπὸ μὲ τοὺς νὰ κατὰ δὲν εἶνε ἀλλὰ ὅπως αὐτὸ μετὰ πρὸς οἱ αἱ — [893, 1094, 1087, 1131]
filler-text: καὶ ὅτι τοῦ τῆς ἐπὶ διὰ τὸν τὴν ὡς εἰς ἀπὸ μὲ τοὺς νὰ κατὰ δὲν εἶνε ἀλλὰ ὅπως αὐτὸ μετὰ πρὸς οἱ αἱ — [893, 91, 1087, 128]
filler-text: καὶ ὅτι τοῦ τῆς ἐπὶ διὰ τὸν τὴν ὡς εἰς ἀπὸ μὲ τοὺς νὰ κατὰ δὲν εἶνε ἀλλὰ ὅπως αὐτὸ μετὰ πρὸς οἱ αἱ — [102, 2258, 284, 2295]
filler-text: καὶ ὅτι τοῦ τῆς ἐπὶ διὰ τὸν τὴν ὡς εἰς ἀπὸ μὲ τοὺς νὰ κατὰ δὲν εἶνε ἀλλὰ ὅπως αὐτὸ μετὰ πρὸς οἱ αἱ — [695, 1721, 883, 1758]
column-divider — [1091, 90, 1092, 1726]
section-heading: ΕΡΑΣΤΗΣ ΚΟΥΒΕΡΝΑΝΤΑΣ — [695, 1272, 883, 1290]
filler-text: καὶ ὅτι τοῦ τῆς ἐπὶ διὰ τὸν τὴν ὡς εἰς ἀπὸ μὲ τοὺς νὰ κατὰ δὲν εἶνε ἀλλὰ ὅπως αὐτὸ μετὰ πρὸς οἱ αἱ — [102, 975, 284, 1012]
filler-text: καὶ ὅτι τοῦ τῆς ἐπὶ διὰ τὸν τὴν ὡς εἰς ἀπὸ μὲ τοὺς νὰ κατὰ δὲν εἶνε ἀλλὰ ὅπως αὐτὸ μετὰ πρὸς οἱ αἱ — [695, 1187, 883, 1224]
article-paragraph: Ὁ διακεκριμένος ἐξ Ἑρμουπόλεως πολιτευτὴς κ. Ἐμμανουὴλ Ρέπουλης, ἐρωτηθείς, ὅτι ἡμῶν περὶ τῆς γνώμης του ἐπὶ τοῦ ζητήματος, μᾶς ἀπήντησεν ὡς ἑξῆς: —Δὲν πιστεύω νὰ εὑρίσκεται κανείς, ὁ ὁποῖος νὰ τάσσεται ὑπὲρ ἑνὸς μέσου, λύσεως μιᾶς διαφορᾶς. — [294, 1466, 484, 1556]
filler-text: καὶ ὅτι τοῦ τῆς ἐπὶ διὰ τὸν τὴν ὡς εἰς ἀπὸ μὲ τοὺς νὰ κατὰ δὲν εἶνε ἀλλὰ ὅπως αὐτὸ μετὰ πρὸς οἱ αἱ — [294, 576, 623, 1322]
filler-text: καὶ ὅτι τοῦ τῆς ἐπὶ διὰ τὸν τὴν ὡς εἰς ἀπὸ μὲ τοὺς νὰ κατὰ δὲν εἶνε ἀλλὰ ὅπως αὐτὸ μετὰ πρὸς οἱ αἱ — [893, 211, 1087, 248]
filler-text: καὶ ὅτι τοῦ τῆς ἐπὶ διὰ τὸν τὴν ὡς εἰς ἀπὸ μὲ τοὺς νὰ κατὰ δὲν εἶνε ἀλλὰ ὅπως αὐτὸ μετὰ πρὸς οἱ αἱ — [102, 815, 284, 852]
filler-text: καὶ ὅτι τοῦ τῆς ἐπὶ διὰ τὸν τὴν ὡς εἰς ἀπὸ μὲ τοὺς νὰ κατὰ δὲν εἶνε ἀλλὰ ὅπως αὐτὸ μετὰ πρὸς οἱ αἱ — [496, 1466, 685, 1505]
section-heading: ΔΙ' ΑΠ' ΕΥΘΕΙΑΣ ΚΛΗΣΕΩΣ — [893, 1179, 1087, 1197]
filler-text: καὶ ὅτι τοῦ τῆς ἐπὶ διὰ τὸν τὴν ὡς εἰς ἀπὸ μὲ τοὺς νὰ κατὰ δὲν εἶνε ἀλλὰ ὅπως αὐτὸ μετὰ πρὸς οἱ αἱ — [496, 1192, 685, 1230]
filler-text: καὶ ὅτι τοῦ τῆς ἐπὶ διὰ τὸν τὴν ὡς εἰς ἀπὸ μὲ τοὺς νὰ κατὰ δὲν εἶνε ἀλλὰ ὅπως αὐτὸ μετὰ πρὸς οἱ αἱ — [893, 853, 1087, 890]
filler-text: καὶ ὅτι τοῦ τῆς ἐπὶ διὰ τὸν τὴν ὡς εἰς ἀπὸ μὲ τοὺς νὰ κατὰ δὲν εἶνε ἀλλὰ ὅπως αὐτὸ μετὰ πρὸς οἱ αἱ — [496, 1547, 685, 1585]
filler-text: καὶ ὅτι τοῦ τῆς ἐπὶ διὰ τὸν τὴν ὡς εἰς ἀπὸ μὲ τοὺς νὰ κατὰ δὲν εἶνε ἀλλὰ ὅπως αὐτὸ μετὰ πρὸς οἱ αἱ — [102, 2498, 284, 2536]
section-heading-repoulis: Η ΓΝΩΜΗ ΤΟΥ κ. ΡΕΠΟΥΛΗ — [353, 1443, 627, 1465]
filler-text: καὶ ὅτι τοῦ τῆς ἐπὶ διὰ τὸν τὴν ὡς εἰς ἀπὸ μὲ τοὺς νὰ κατὰ δὲν εἶνε ἀλλὰ ὅπως αὐτὸ μετὰ πρὸς οἱ αἱ — [294, 1056, 484, 1094]
article-paragraph: Ἀλλ' εἰς τὸν λαὸν αὐτὸν τὸν τόσον ἐπιεικῆ τῆς μονομαχίας ἄλλοτε εἰσῆλθεν ἡ δόξα τῶν ἐλευθερίων ξένων χωρῶν. — [893, 612, 1087, 650]
filler-text: καὶ ὅτι τοῦ τῆς ἐπὶ διὰ τὸν τὴν ὡς εἰς ἀπὸ μὲ τοὺς νὰ κατὰ δὲν εἶνε ἀλλὰ ὅπως αὐτὸ μετὰ πρὸς οἱ αἱ — [496, 831, 685, 869]
filler-text: καὶ ὅτι τοῦ τῆς ἐπὶ διὰ τὸν τὴν ὡς εἰς ἀπὸ μὲ τοὺς νὰ κατὰ δὲν εἶνε ἀλλὰ ὅπως αὐτὸ μετὰ πρὸς οἱ αἱ — [102, 2378, 284, 2415]
article-paragraph: Δὲν δύναται νὰ ὑπάρξῃ οὐδεμία ἀντίρρησις. Καὶ νὰ πρῶτα αὐτὰ, ὅσον ἀφορᾷ τὴν ὑπαρχὴν νομοθεσίας τοιαύτης. — [893, 1202, 1087, 1252]
filler-text: καὶ ὅτι τοῦ τῆς ἐπὶ διὰ τὸν τὴν ὡς εἰς ἀπὸ μὲ τοὺς νὰ κατὰ δὲν εἶνε ἀλλὰ ὅπως αὐτὸ μετὰ πρὸς οἱ αἱ — [893, 1335, 1087, 1373]
filler-text: καὶ ὅτι τοῦ τῆς ἐπὶ διὰ τὸν τὴν ὡς εἰς ἀπὸ μὲ τοὺς νὰ κατὰ δὲν εἶνε ἀλλὰ ὅπως αὐτὸ μετὰ πρὸς οἱ αἱ — [294, 976, 484, 1013]
article-paragraph: ἀθεμίτων μέσων τὴν διορισμόν του, οὔτε νὰ ἀποπλανήσῃ αὐτὸν εἰς πρᾶξιν ἐναντίαν τῶν καθηκόντων του. Ὅθεν δι' ὅλας τὰς προσαφθείσας εἰς ἀρχιεπίσκοπον Ἀθηνῶν πράξεις εἶνε οὗτος ἀθῶος. — [102, 91, 284, 166]
filler-text: καὶ ὅτι τοῦ τῆς ἐπὶ διὰ τὸν τὴν ὡς εἰς ἀπὸ μὲ τοὺς νὰ κατὰ δὲν εἶνε ἀλλὰ ὅπως αὐτὸ μετὰ πρὸς οἱ αἱ — [496, 871, 685, 909]
filler-text: καὶ ὅτι τοῦ τῆς ἐπὶ διὰ τὸν τὴν ὡς εἰς ἀπὸ μὲ τοὺς νὰ κατὰ δὲν εἶνε ἀλλὰ ὅπως αὐτὸ μετὰ πρὸς οἱ αἱ — [102, 2017, 284, 2054]
subheadline-institutions: ΤΗΣ ΒΟΥΛΗΣ—ΤΗΣ ΔΙΚΑΙΟΣΥΝΗΣ —ΤΗΣ ΔΙΟΙΚΗΣΕΩΣ—ΤΟΥ ΣΤΡΑΤΟΥ — [341, 423, 639, 452]
filler-text: καὶ ὅτι τοῦ τῆς ἐπὶ διὰ τὸν τὴν ὡς εἰς ἀπὸ μὲ τοὺς νὰ κατὰ δὲν εἶνε ἀλλὰ ὅπως αὐτὸ μετὰ πρὸς οἱ αἱ — [695, 158, 883, 196]
filler-text: καὶ ὅτι τοῦ τῆς ἐπὶ διὰ τὸν τὴν ὡς εἰς ἀπὸ μὲ τοὺς νὰ κατὰ δὲν εἶνε ἀλλὰ ὅπως αὐτὸ μετὰ πρὸς οἱ αἱ — [102, 1817, 284, 1854]
interview-columns — [294, 576, 685, 1431]
subheadline-campaign: ΜΕΓΑΣ ΔΗΜΟΣΙΟΓΡΑΦΙΚΟΣ ΑΓΩΝ ΤΟΥ "ΣΚΡΙΠ" — [319, 462, 661, 478]
filler-text: καὶ ὅτι τοῦ τῆς ἐπὶ διὰ τὸν τὴν ὡς εἰς ἀπὸ μὲ τοὺς νὰ κατὰ δὲν εἶνε ἀλλὰ ὅπως αὐτὸ μετὰ πρὸς οἱ αἱ — [102, 454, 284, 491]
filler-text: καὶ ὅτι τοῦ τῆς ἐπὶ διὰ τὸν τὴν ὡς εἰς ἀπὸ μὲ τοὺς νὰ κατὰ δὲν εἶνε ἀλλὰ ὅπως αὐτὸ μετὰ πρὸς οἱ αἱ — [294, 1136, 484, 1174]
filler-text: καὶ ὅτι τοῦ τῆς ἐπὶ διὰ τὸν τὴν ὡς εἰς ἀπὸ μὲ τοὺς νὰ κατὰ δὲν εἶνε ἀλλὰ ὅπως αὐτὸ μετὰ πρὸς οἱ αἱ — [893, 1014, 1087, 1051]
filler-text: καὶ ὅτι τοῦ τῆς ἐπὶ διὰ τὸν τὴν ὡς εἰς ἀπὸ μὲ τοὺς νὰ κατὰ δὲν εἶνε ἀλλὰ ὅπως αὐτὸ μετὰ πρὸς οἱ αἱ — [893, 425, 1087, 462]
filler-text: καὶ ὅτι τοῦ τῆς ἐπὶ διὰ τὸν τὴν ὡς εἰς ἀπὸ μὲ τοὺς νὰ κατὰ δὲν εἶνε ἀλλὰ ὅπως αὐτὸ μετὰ πρὸς οἱ αἱ — [695, 2269, 883, 2306]
filler-text: καὶ ὅτι τοῦ τῆς ἐπὶ διὰ τὸν τὴν ὡς εἰς ἀπὸ μὲ τοὺς νὰ κατὰ δὲν εἶνε ἀλλὰ ὅπως αὐτὸ μετὰ πρὸς οἱ αἱ — [695, 866, 883, 903]
filler-text: καὶ ὅτι τοῦ τῆς ἐπὶ διὰ τὸν τὴν ὡς εἰς ἀπὸ μὲ τοὺς νὰ κατὰ δὲν εἶνε ἀλλὰ ὅπως αὐτὸ μετὰ πρὸς οἱ αἱ — [102, 493, 284, 530]
filler-text: καὶ ὅτι τοῦ τῆς ἐπὶ διὰ τὸν τὴν ὡς εἰς ἀπὸ μὲ τοὺς νὰ κατὰ δὲν εἶνε ἀλλὰ ὅπως αὐτὸ μετὰ πρὸς οἱ αἱ — [496, 1112, 685, 1150]
column-divider — [690, 90, 691, 1726]
filler-text: καὶ ὅτι τοῦ τῆς ἐπὶ διὰ τὸν τὴν ὡς εἰς ἀπὸ μὲ τοὺς νὰ κατὰ δὲν εἶνε ἀλλὰ ὅπως αὐτὸ μετὰ πρὸς οἱ αἱ — [893, 505, 1087, 542]
filler-text: καὶ ὅτι τοῦ τῆς ἐπὶ διὰ τὸν τὴν ὡς εἰς ἀπὸ μὲ τοὺς νὰ κατὰ δὲν εἶνε ἀλλὰ ὅπως αὐτὸ μετὰ πρὸς οἱ αἱ — [893, 1375, 1087, 1412]
filler-text: καὶ ὅτι τοῦ τῆς ἐπὶ διὰ τὸν τὴν ὡς εἰς ἀπὸ μὲ τοὺς νὰ κατὰ δὲν εἶνε ἀλλὰ ὅπως αὐτὸ μετὰ πρὸς οἱ αἱ — [695, 399, 883, 436]
filler-text: καὶ ὅτι τοῦ τῆς ἐπὶ διὰ τὸν τὴν ὡς εἰς ἀπὸ μὲ τοὺς νὰ κατὰ δὲν εἶνε ἀλλὰ ὅπως αὐτὸ μετὰ πρὸς οἱ αἱ — [695, 1401, 883, 1438]
filler-text: καὶ ὅτι τοῦ τῆς ἐπὶ διὰ τὸν τὴν ὡς εἰς ἀπὸ μὲ τοὺς νὰ κατὰ δὲν εἶνε ἀλλὰ ὅπως αὐτὸ μετὰ πρὸς οἱ αἱ — [893, 1054, 1087, 1092]
filler-text: καὶ ὅτι τοῦ τῆς ἐπὶ διὰ τὸν τὴν ὡς εἰς ἀπὸ μὲ τοὺς νὰ κατὰ δὲν εἶνε ἀλλὰ ὅπως αὐτὸ μετὰ πρὸς οἱ αἱ — [496, 1507, 685, 1544]
filler-text: καὶ ὅτι τοῦ τῆς ἐπὶ διὰ τὸν τὴν ὡς εἰς ἀπὸ μὲ τοὺς νὰ κατὰ δὲν εἶνε ἀλλὰ ὅπως αὐτὸ μετὰ πρὸς οἱ αἱ — [893, 1255, 1087, 1292]
filler-text: καὶ ὅτι τοῦ τῆς ἐπὶ διὰ τὸν τὴν ὡς εἰς ἀπὸ μὲ τοὺς νὰ κατὰ δὲν εἶνε ἀλλὰ ὅπως αὐτὸ μετὰ πρὸς οἱ αἱ — [893, 1134, 1087, 1171]
filler-text: καὶ ὅτι τοῦ τῆς ἐπὶ διὰ τὸν τὴν ὡς εἰς ἀπὸ μὲ τοὺς νὰ κατὰ δὲν εἶνε ἀλλὰ ὅπως αὐτὸ μετὰ πρὸς οἱ αἱ — [695, 2028, 883, 2065]
column-3 — [695, 90, 883, 2385]
filler-text: καὶ ὅτι τοῦ τῆς ἐπὶ διὰ τὸν τὴν ὡς εἰς ἀπὸ μὲ τοὺς νὰ κατὰ δὲν εἶνε ἀλλὰ ὅπως αὐτὸ μετὰ πρὸς οἱ αἱ — [893, 385, 1087, 422]
filler-text: καὶ ὅτι τοῦ τῆς ἐπὶ διὰ τὸν τὴν ὡς εἰς ἀπὸ μὲ τοὺς νὰ κατὰ δὲν εἶνε ἀλλὰ ὅπως αὐτὸ μετὰ πρὸς οἱ αἱ — [893, 131, 1087, 168]
filler-text: καὶ ὅτι τοῦ τῆς ἐπὶ διὰ τὸν τὴν ὡς εἰς ἀπὸ μὲ τοὺς νὰ κατὰ δὲν εἶνε ἀλλὰ ὅπως αὐτὸ μετὰ πρὸς οἱ αἱ — [893, 545, 1087, 582]
filler-text: καὶ ὅτι τοῦ τῆς ἐπὶ διὰ τὸν τὴν ὡς εἰς ἀπὸ μὲ τοὺς νὰ κατὰ δὲν εἶνε ἀλλὰ ὅπως αὐτὸ μετὰ πρὸς οἱ αἱ — [695, 906, 883, 943]
intro-columns — [294, 487, 685, 538]
newspaper-page — [99, 58, 1282, 2575]
filler-text: καὶ ὅτι τοῦ τῆς ἐπὶ διὰ τὸν τὴν ὡς εἰς ἀπὸ μὲ τοὺς νὰ κατὰ δὲν εἶνε ἀλλὰ ὅπως αὐτὸ μετὰ πρὸς οἱ αἱ — [695, 1561, 883, 1598]
filler-text: καὶ ὅτι τοῦ τῆς ἐπὶ διὰ τὸν τὴν ὡς εἰς ἀπὸ μὲ τοὺς νὰ κατὰ δὲν εἶνε ἀλλὰ ὅπως αὐτὸ μετὰ πρὸς οἱ αἱ — [695, 118, 883, 155]
filler-text: καὶ ὅτι τοῦ τῆς ἐπὶ διὰ τὸν τὴν ὡς εἰς ἀπὸ μὲ τοὺς νὰ κατὰ δὲν εἶνε ἀλλὰ ὅπως αὐτὸ μετὰ πρὸς οἱ αἱ — [102, 1576, 284, 1613]
filler-text: καὶ ὅτι τοῦ τῆς ἐπὶ διὰ τὸν τὴν ὡς εἰς ἀπὸ μὲ τοὺς νὰ κατὰ δὲν εἶνε ἀλλὰ ὅπως αὐτὸ μετὰ πρὸς οἱ αἱ — [102, 1295, 284, 1332]
repoulis-columns — [294, 1467, 685, 1597]
filler-text: καὶ ὅτι τοῦ τῆς ἐπὶ διὰ τὸν τὴν ὡς εἰς ἀπὸ μὲ τοὺς νὰ κατὰ δὲν εἶνε ἀλλὰ ὅπως αὐτὸ μετὰ πρὸς οἱ αἱ — [496, 1072, 685, 1110]
filler-text: καὶ ὅτι τοῦ τῆς ἐπὶ διὰ τὸν τὴν ὡς εἰς ἀπὸ μὲ τοὺς νὰ κατὰ δὲν εἶνε ἀλλὰ ὅπως αὐτὸ μετὰ πρὸς οἱ αἱ — [893, 1548, 1087, 1586]
filler-text: καὶ ὅτι τοῦ τῆς ἐπὶ διὰ τὸν τὴν ὡς εἰς ἀπὸ μὲ τοὺς νὰ κατὰ δὲν εἶνε ἀλλὰ ὅπως αὐτὸ μετὰ πρὸς οἱ αἱ — [496, 1152, 685, 1190]
filler-text: καὶ ὅτι τοῦ τῆς ἐπὶ διὰ τὸν τὴν ὡς εἰς ἀπὸ μὲ τοὺς νὰ κατὰ δὲν εἶνε ἀλλὰ ὅπως αὐτὸ μετὰ πρὸς οἱ αἱ — [893, 813, 1087, 851]
filler-text: καὶ ὅτι τοῦ τῆς ἐπὶ διὰ τὸν τὴν ὡς εἰς ἀπὸ μὲ τοὺς νὰ κατὰ δὲν εἶνε ἀλλὰ ὅπως αὐτὸ μετὰ πρὸς οἱ αἱ — [695, 2107, 883, 2145]
filler-text: καὶ ὅτι τοῦ τῆς ἐπὶ διὰ τὸν τὴν ὡς εἰς ἀπὸ μὲ τοὺς νὰ κατὰ δὲν εἶνε ἀλλὰ ὅπως αὐτὸ μετὰ πρὸς οἱ αἱ — [695, 2348, 883, 2385]
filler-text: καὶ ὅτι τοῦ τῆς ἐπὶ διὰ τὸν τὴν ὡς εἰς ἀπὸ μὲ τοὺς νὰ κατὰ δὲν εἶνε ἀλλὰ ὅπως αὐτὸ μετὰ πρὸς οἱ αἱ — [102, 1737, 284, 1774]
section-heading: Ο ΘΕΣΜΟΣ ΞΕΝΙΚΟΣ — [893, 589, 1087, 607]
filler-text: καὶ ὅτι τοῦ τῆς ἐπὶ διὰ τὸν τὴν ὡς εἰς ἀπὸ μὲ τοὺς νὰ κατὰ δὲν εἶνε ἀλλὰ ὅπως αὐτὸ μετὰ πρὸς οἱ αἱ — [496, 1032, 685, 1069]
filler-text: καὶ ὅτι τοῦ τῆς ἐπὶ διὰ τὸν τὴν ὡς εἰς ἀπὸ μὲ τοὺς νὰ κατὰ δὲν εἶνε ἀλλὰ ὅπως αὐτὸ μετὰ πρὸς οἱ αἱ — [695, 1106, 883, 1143]
filler-text: καὶ ὅτι τοῦ τῆς ἐπὶ διὰ τὸν τὴν ὡς εἰς ἀπὸ μὲ τοὺς νὰ κατὰ δὲν εἶνε ἀλλὰ ὅπως αὐτὸ μετὰ πρὸς οἱ αἱ — [102, 1135, 284, 1172]
filler-text: καὶ ὅτι τοῦ τῆς ἐπὶ διὰ τὸν τὴν ὡς εἰς ἀπὸ μὲ τοὺς νὰ κατὰ δὲν εἶνε ἀλλὰ ὅπως αὐτὸ μετὰ πρὸς οἱ αἱ — [102, 1536, 284, 1573]
headline-tertiary: ΤΟ ΒΑΡΒΑΡΟΝ ΕΘΙΜΟΝ — [365, 325, 615, 395]
filler-text: καὶ ὅτι τοῦ τῆς ἐπὶ διὰ τὸν τὴν ὡς εἰς ἀπὸ μὲ τοὺς νὰ κατὰ δὲν εἶνε ἀλλὰ ὅπως αὐτὸ μετὰ πρὸς οἱ αἱ — [102, 1055, 284, 1092]
filler-text: καὶ ὅτι τοῦ τῆς ἐπὶ διὰ τὸν τὴν ὡς εἰς ἀπὸ μὲ τοὺς νὰ κατὰ δὲν εἶνε ἀλλὰ ὅπως αὐτὸ μετὰ πρὸς οἱ αἱ — [496, 711, 685, 749]
filler-text: καὶ ὅτι τοῦ τῆς ἐπὶ διὰ τὸν τὴν ὡς εἰς ἀπὸ μὲ τοὺς νὰ κατὰ δὲν εἶνε ἀλλὰ ὅπως αὐτὸ μετὰ πρὸς οἱ αἱ — [893, 252, 1087, 289]
filler-text: καὶ ὅτι τοῦ τῆς ἐπὶ διὰ τὸν τὴν ὡς εἰς ἀπὸ μὲ τοὺς νὰ κατὰ δὲν εἶνε ἀλλὰ ὅπως αὐτὸ μετὰ πρὸς οἱ αἱ — [102, 1496, 284, 1533]
filler-text: καὶ ὅτι τοῦ τῆς ἐπὶ διὰ τὸν τὴν ὡς εἰς ἀπὸ μὲ τοὺς νὰ κατὰ δὲν εἶνε ἀλλὰ ὅπως αὐτὸ μετὰ πρὸς οἱ αἱ — [496, 791, 685, 829]
column-5 — [1096, 90, 1282, 1726]
filler-text: καὶ ὅτι τοῦ τῆς ἐπὶ διὰ τὸν τὴν ὡς εἰς ἀπὸ μὲ τοὺς νὰ κατὰ δὲν εἶνε ἀλλὰ ὅπως αὐτὸ μετὰ πρὸς οἱ αἱ — [294, 1558, 484, 1596]
filler-text: καὶ ὅτι τοῦ τῆς ἐπὶ διὰ τὸν τὴν ὡς εἰς ἀπὸ μὲ τοὺς νὰ κατὰ δὲν εἶνε ἀλλὰ ὅπως αὐτὸ μετὰ πρὸς οἱ αἱ — [695, 1681, 883, 1718]
filler-text: καὶ ὅτι τοῦ τῆς ἐπὶ διὰ τὸν τὴν ὡς εἰς ἀπὸ μὲ τοὺς νὰ κατὰ δὲν εἶνε ἀλλὰ ὅπως αὐτὸ μετὰ πρὸς οἱ αἱ — [695, 279, 883, 316]
filler-text: καὶ ὅτι τοῦ τῆς ἐπὶ διὰ τὸν τὴν ὡς εἰς ἀπὸ μὲ τοὺς νὰ κατὰ δὲν εἶνε ἀλλὰ ὅπως αὐτὸ μετὰ πρὸς οἱ αἱ — [695, 1360, 883, 1397]
filler-text: καὶ ὅτι τοῦ τῆς ἐπὶ διὰ τὸν τὴν ὡς εἰς ἀπὸ μὲ τοὺς νὰ κατὰ δὲν εἶνε ἀλλὰ ὅπως αὐτὸ μετὰ πρὸς οἱ αἱ — [695, 680, 883, 717]
filler-text: καὶ ὅτι τοῦ τῆς ἐπὶ διὰ τὸν τὴν ὡς εἰς ἀπὸ μὲ τοὺς νὰ κατὰ δὲν εἶνε ἀλλὰ ὅπως αὐτὸ μετὰ πρὸς οἱ αἱ — [102, 1857, 284, 1894]
filler-text: καὶ ὅτι τοῦ τῆς ἐπὶ διὰ τὸν τὴν ὡς εἰς ἀπὸ μὲ τοὺς νὰ κατὰ δὲν εἶνε ἀλλὰ ὅπως αὐτὸ μετὰ πρὸς οἱ αἱ — [102, 1937, 284, 1974]
ornament-icon — [723, 72, 773, 82]
filler-text: καὶ ὅτι τοῦ τῆς ἐπὶ διὰ τὸν τὴν ὡς εἰς ἀπὸ μὲ τοὺς νὰ κατὰ δὲν εἶνε ἀλλὰ ὅπως αὐτὸ μετὰ πρὸς οἱ αἱ — [695, 1987, 883, 2024]
section-heading: ΖΗΤΗΜΑ ΔΗΜΟΣΙΑΣ ΤΑΞΕΩΣ — [893, 1633, 1087, 1651]
filler-text: καὶ ὅτι τοῦ τῆς ἐπὶ διὰ τὸν τὴν ὡς εἰς ἀπὸ μὲ τοὺς νὰ κατὰ δὲν εἶνε ἀλλὰ ὅπως αὐτὸ μετὰ πρὸς οἱ αἱ — [695, 1947, 883, 1984]
filler-text: καὶ ὅτι τοῦ τῆς ἐπὶ διὰ τὸν τὴν ὡς εἰς ἀπὸ μὲ τοὺς νὰ κατὰ δὲν εἶνε ἀλλὰ ὅπως αὐτὸ μετὰ πρὸς οἱ αἱ — [695, 599, 883, 636]
filler-text: καὶ ὅτι τοῦ τῆς ἐπὶ διὰ τὸν τὴν ὡς εἰς ἀπὸ μὲ τοὺς νὰ κατὰ δὲν εἶνε ἀλλὰ ὅπως αὐτὸ μετὰ πρὸς οἱ αἱ — [102, 694, 284, 731]
filler-text: καὶ ὅτι τοῦ τῆς ἐπὶ διὰ τὸν τὴν ὡς εἰς ἀπὸ μὲ τοὺς νὰ κατὰ δὲν εἶνε ἀλλὰ ὅπως αὐτὸ μετὰ πρὸς οἱ αἱ — [294, 654, 484, 693]
filler-text: καὶ ὅτι τοῦ τῆς ἐπὶ διὰ τὸν τὴν ὡς εἰς ἀπὸ μὲ τοὺς νὰ κατὰ δὲν εἶνε ἀλλὰ ὅπως αὐτὸ μετὰ πρὸς οἱ αἱ — [695, 1521, 883, 1558]
filler-text: καὶ ὅτι τοῦ τῆς ἐπὶ διὰ τὸν τὴν ὡς εἰς ἀπὸ μὲ τοὺς νὰ κατὰ δὲν εἶνε ἀλλὰ ὅπως αὐτὸ μετὰ πρὸς οἱ αἱ — [102, 1456, 284, 1493]
scan-noise-icon — [0, 0, 99, 1759]
filler-text: καὶ ὅτι τοῦ τῆς ἐπὶ διὰ τὸν τὴν ὡς εἰς ἀπὸ μὲ τοὺς νὰ κατὰ δὲν εἶνε ἀλλὰ ὅπως αὐτὸ μετὰ πρὸς οἱ αἱ — [294, 1016, 484, 1054]
filler-text: καὶ ὅτι τοῦ τῆς ἐπὶ διὰ τὸν τὴν ὡς εἰς ἀπὸ μὲ τοὺς νὰ κατὰ δὲν εἶνε ἀλλὰ ὅπως αὐτὸ μετὰ πρὸς οἱ αἱ — [496, 912, 685, 949]
filler-text: καὶ ὅτι τοῦ τῆς ἐπὶ διὰ τὸν τὴν ὡς εἰς ἀπὸ μὲ τοὺς νὰ κατὰ δὲν εἶνε ἀλλὰ ὅπως αὐτὸ μετὰ πρὸς οἱ αἱ — [294, 1257, 484, 1295]
